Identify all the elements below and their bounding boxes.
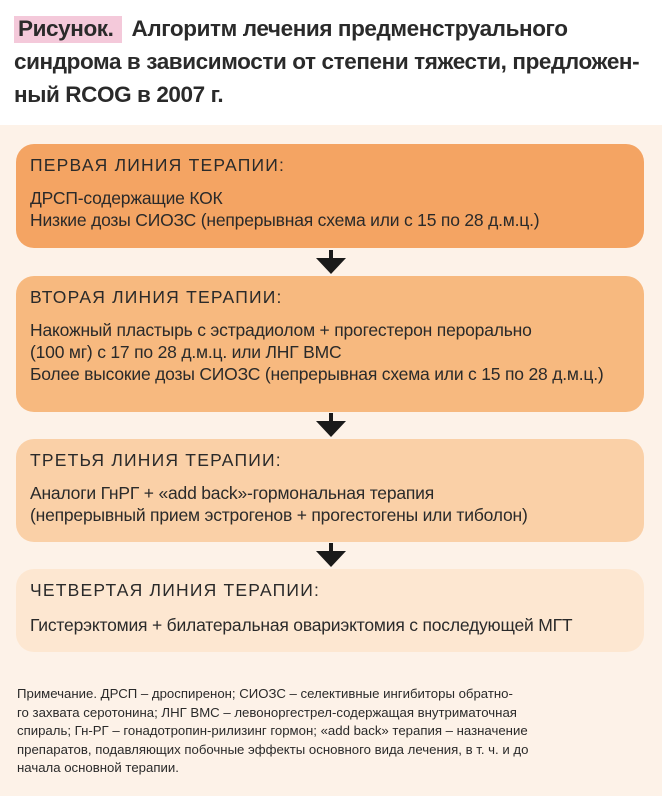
arrow-down-icon bbox=[316, 258, 346, 274]
step-box-third-line bbox=[16, 439, 644, 542]
footnote-line: препаратов, подавляющих побочные эффекты основного вида лечения, в т. ч. и до bbox=[17, 741, 529, 757]
footnote-line: Примечание. ДРСП – дроспиренон; СИОЗС – селективные ингибиторы обратно- bbox=[17, 686, 513, 701]
footnote-line: спираль; Гн-РГ – гонадотропин-рилизинг гормон; «add back» терапия – назначение bbox=[17, 723, 528, 739]
header-line-1 bbox=[14, 12, 654, 45]
step-title: ЧЕТВЕРТАЯ ЛИНИЯ ТЕРАПИИ: bbox=[30, 580, 321, 600]
step-title: ПЕРВАЯ ЛИНИЯ ТЕРАПИИ: bbox=[30, 155, 286, 175]
step-line: (100 мг) с 17 по 28 д.м.ц. или ЛНГ ВМС bbox=[30, 342, 342, 362]
figure-title-line: ный RCOG в 2007 г. bbox=[14, 82, 224, 107]
step-line: ДРСП-содержащие КОК bbox=[30, 188, 223, 208]
footnote-line: начала основной терапии. bbox=[17, 760, 179, 776]
step-title: ТРЕТЬЯ ЛИНИЯ ТЕРАПИИ: bbox=[30, 450, 282, 470]
step-line: Накожный пластырь с эстрадиолом + прогестерон перорально bbox=[30, 320, 532, 340]
figure-title-line: синдрома в зависимости от степени тяжести, предложен- bbox=[14, 49, 640, 74]
step-line: Более высокие дозы СИОЗС (непрерывная схема или с 15 по 28 д.м.ц.) bbox=[30, 364, 604, 384]
step-line: Аналоги ГнРГ + «add back»-гормональная терапия bbox=[30, 483, 435, 503]
step-box-fourth-line bbox=[16, 569, 644, 652]
figure-title-line: Алгоритм лечения предменструального bbox=[131, 16, 568, 41]
footnote-line: го захвата серотонина; ЛНГ ВМС – левоноргестрел-содержащая внутриматочная bbox=[17, 704, 517, 720]
figure-label: Рисунок. bbox=[14, 16, 122, 43]
step-line: Низкие дозы СИОЗС (непрерывная схема или с 15 по 28 д.м.ц.) bbox=[30, 210, 540, 230]
arrow-down-icon bbox=[316, 551, 346, 567]
figure-header bbox=[14, 12, 654, 111]
step-box-first-line bbox=[16, 144, 644, 248]
footnote bbox=[17, 685, 607, 778]
step-box-second-line bbox=[16, 276, 644, 412]
arrow-down-icon bbox=[316, 421, 346, 437]
step-title: ВТОРАЯ ЛИНИЯ ТЕРАПИИ: bbox=[30, 287, 283, 307]
step-line: (непрерывный прием эстрогенов + прогестогены или тиболон) bbox=[30, 505, 528, 525]
step-line: Гистерэктомия + билатеральная овариэктомия с последующей МГТ bbox=[30, 615, 573, 635]
